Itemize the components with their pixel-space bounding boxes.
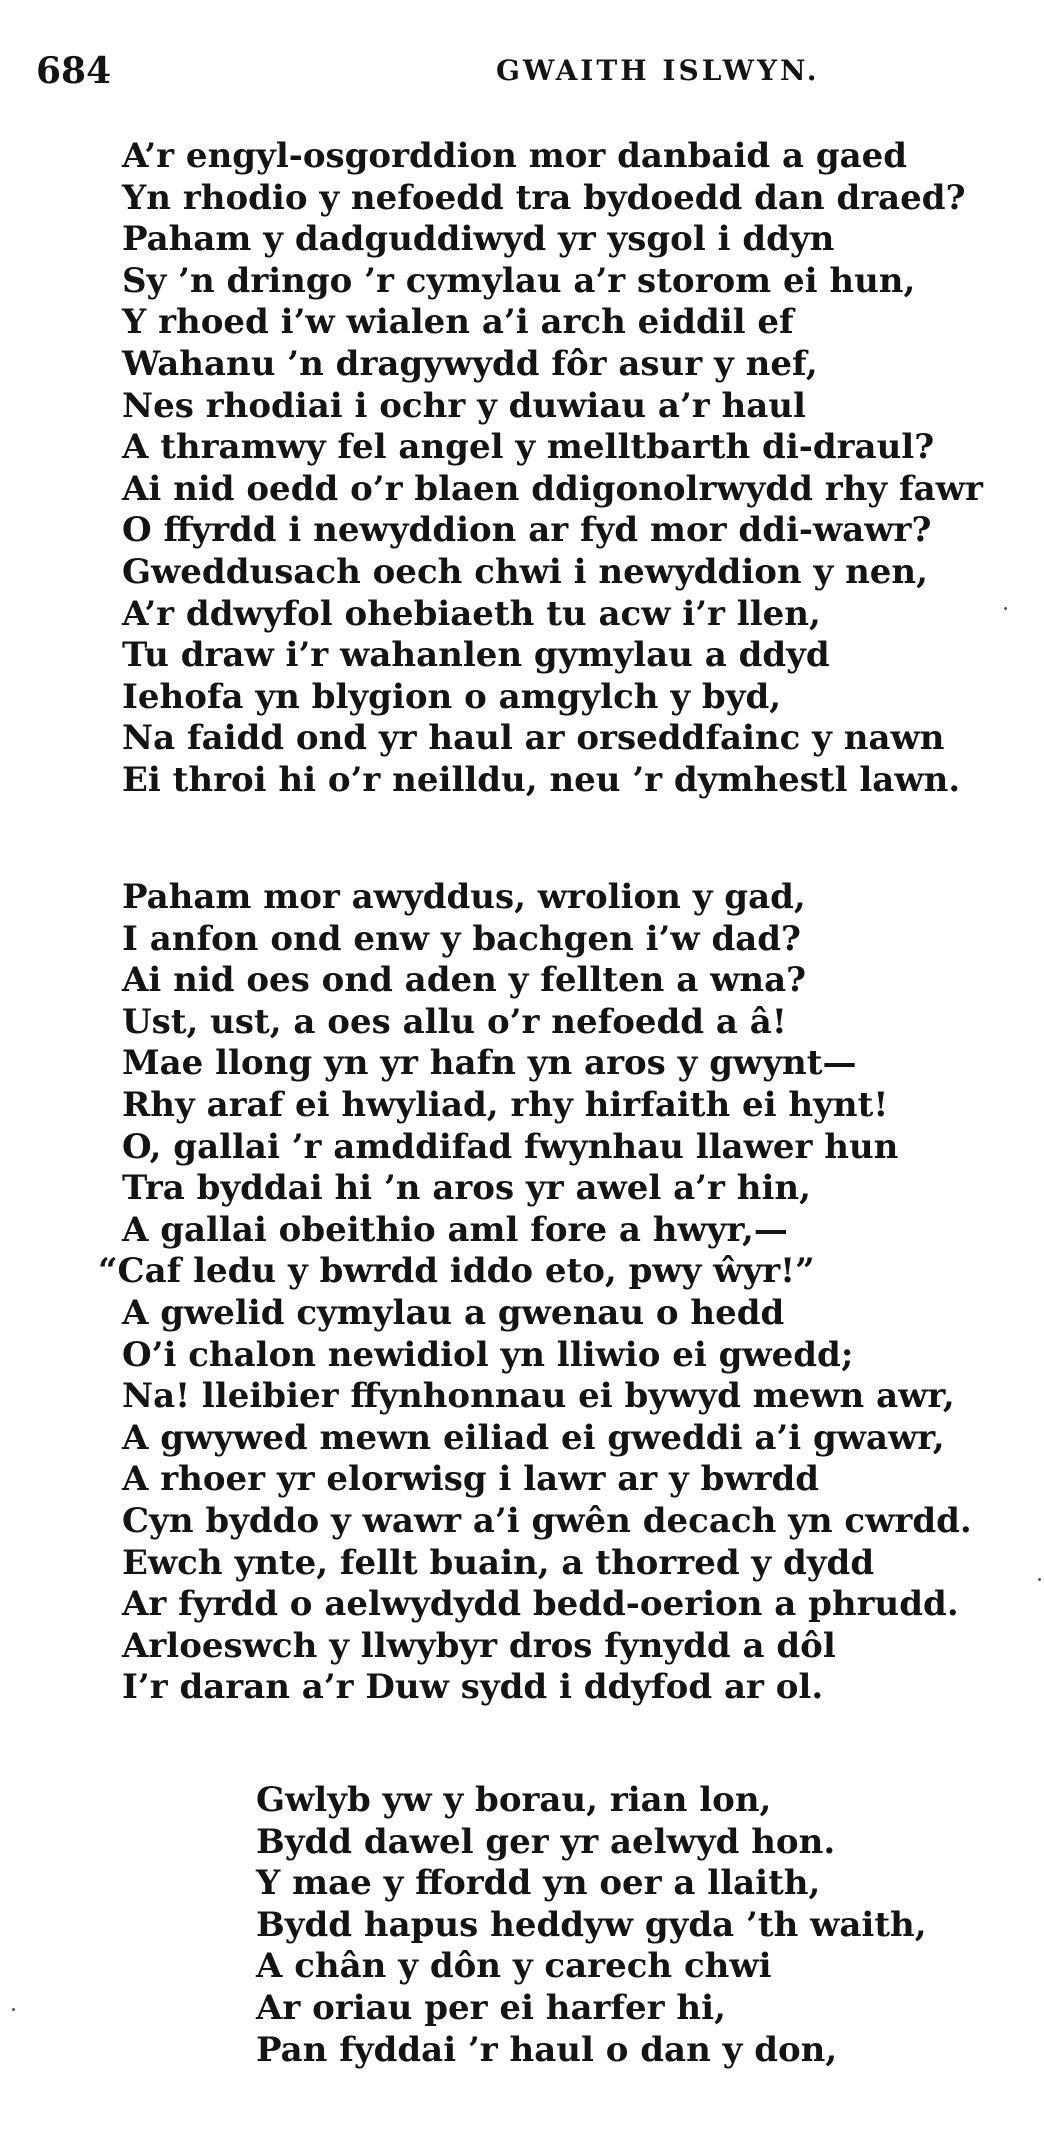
verse-line: I’r daran a’r Duw sydd i ddyfod ar ol. <box>122 1667 824 1708</box>
verse-line: Ar oriau per ei harfer hi, <box>256 1987 726 2028</box>
page-header <box>36 50 996 100</box>
verse-line: A gallai obeithio aml fore a hwyr,— <box>122 1209 788 1250</box>
verse-line: Ai nid oedd o’r blaen ddigonolrwydd rhy fawr <box>122 468 983 509</box>
verse-line: Ust, ust, a oes allu o’r nefoedd a â! <box>122 1001 787 1042</box>
verse-line: A’r ddwyfol ohebiaeth tu acw i’r llen, <box>122 593 821 634</box>
verse-line: Bydd hapus heddyw gyda ’th waith, <box>256 1904 927 1945</box>
verse-line: Ar fyrdd o aelwydydd bedd-oerion a phrudd. <box>122 1584 959 1625</box>
verse-line: Tra byddai hi ’n aros yr awel a’r hin, <box>122 1168 811 1209</box>
verse-line: I anfon ond enw y bachgen i’w dad? <box>122 918 801 959</box>
verse-line: O, gallai ’r amddifad fwynhau llawer hun <box>122 1126 899 1167</box>
scan-speck <box>12 2008 15 2011</box>
scan-speck <box>1004 607 1007 610</box>
verse-line: Arloeswch y llwybyr dros fynydd a dôl <box>122 1625 836 1666</box>
verse-line: Sy ’n dringo ’r cymylau a’r storom ei hun, <box>122 260 916 301</box>
verse-line: O ffyrdd i newyddion ar fyd mor ddi-wawr? <box>122 510 932 551</box>
verse-line: Gwlyb yw y borau, rian lon, <box>256 1780 772 1820</box>
verse-line: Iehofa yn blygion o amgylch y byd, <box>122 676 782 717</box>
stanza-2 <box>98 877 972 1709</box>
verse-line: A rhoer yr elorwisg i lawr ar y bwrdd <box>122 1459 820 1500</box>
verse-line: Pan fyddai ’r haul o dan y don, <box>256 2029 838 2070</box>
verse-line: Yn rhodio y nefoedd tra bydoedd dan draed? <box>122 177 966 218</box>
verse-line: Gweddusach oech chwi i newyddion y nen, <box>122 551 928 592</box>
verse-line: A gwywed mewn eiliad ei gweddi a’i gwawr, <box>122 1417 945 1458</box>
verse-line: Y mae y ffordd yn oer a llaith, <box>256 1863 821 1904</box>
verse-line: Y rhoed i’w wialen a’i arch eiddil ef <box>122 302 794 343</box>
verse-line: Paham mor awyddus, wrolion y gad, <box>122 877 806 917</box>
verse-line: Na faidd ond yr haul ar orseddfainc y nawn <box>122 718 945 759</box>
verse-line: Bydd dawel ger yr aelwyd hon. <box>256 1821 836 1862</box>
verse-line: A gwelid cymylau a gwenau o hedd <box>122 1292 785 1333</box>
verse-line: Ei throi hi o’r neilldu, neu ’r dymhestl lawn. <box>122 759 961 800</box>
scan-speck <box>1038 1578 1041 1581</box>
verse-line: Rhy araf ei hwyliad, rhy hirfaith ei hynt! <box>122 1084 889 1125</box>
verse-line: A chân y dôn y carech chwi <box>256 1946 772 1987</box>
verse-line: Wahanu ’n dragywydd fôr asur y nef, <box>122 343 818 384</box>
verse-line: Cyn byddo y wawr a’i gwên decach yn cwrdd. <box>122 1500 972 1541</box>
stanza-3 <box>256 1780 927 2071</box>
verse-line: “Caf ledu y bwrdd iddo eto, pwy ŵyr!” <box>98 1251 815 1292</box>
verse-line: A thramwy fel angel y melltbarth di-draul? <box>122 427 935 468</box>
verse-line: Paham y dadguddiwyd yr ysgol i ddyn <box>122 219 835 260</box>
verse-line: Ewch ynte, fellt buain, a thorred y dydd <box>122 1542 875 1583</box>
verse-line: O’i chalon newidiol yn lliwio ei gwedd; <box>122 1334 854 1375</box>
verse-line: Tu draw i’r wahanlen gymylau a ddyd <box>122 635 830 676</box>
stanza-1 <box>122 136 983 802</box>
page-number: 684 <box>36 50 112 92</box>
verse-line: Ai nid oes ond aden y fellten a wna? <box>122 960 807 1001</box>
verse-line: Mae llong yn yr hafn yn aros y gwynt— <box>122 1043 857 1084</box>
verse-line: Nes rhodiai i ochr y duwiau a’r haul <box>122 385 806 426</box>
verse-line: Na! lleibier ffynhonnau ei bywyd mewn awr, <box>122 1376 955 1417</box>
running-title: GWAITH ISLWYN. <box>496 54 820 87</box>
verse-line: A’r engyl-osgorddion mor danbaid a gaed <box>122 136 908 176</box>
